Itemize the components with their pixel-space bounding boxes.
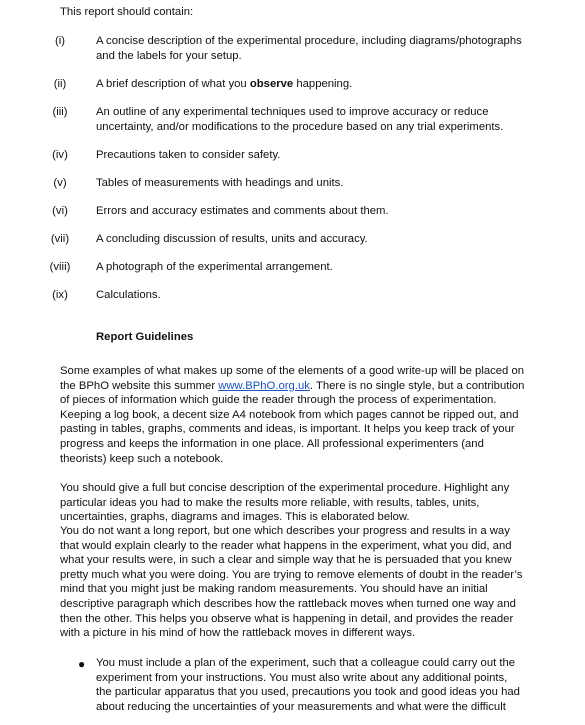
- item-number: (vii): [50, 233, 70, 245]
- item-text: Tables of measurements with headings and units.: [96, 177, 344, 189]
- item-number: (iii): [52, 106, 68, 118]
- item-number: (vi): [52, 205, 68, 217]
- bullet-item-text: You must include a plan of the experiment, such that a colleague could carry out the experiment from your instructions. You must also write about any additional points, the particular apparatus that you used, precautions you took and good ideas you had about reducing the uncertainties of your measurements and what were the difficult: [96, 657, 520, 713]
- item-text: Precautions taken to consider safety.: [96, 149, 281, 161]
- bullet-icon: ●: [78, 657, 86, 671]
- section-heading: Report Guidelines: [96, 331, 194, 343]
- paragraph: You do not want a long report, but one which describes your progress and results in a way that would explain clearly to the reader what happens in the experiment, what you did, and what your results were, in such a clear and simple way that he is persuaded that you knew pretty much what you were doing. You are trying to remove elements of doubt in the reader’s mind that you might just be making random measurements. You should have an initial descriptive paragraph which describes how the rattleback moves when turned one way and then the other. This helps you observe what is happening in detail, and provides the reader with a picture in his mind of how the rattleback moves in different ways.: [60, 525, 523, 640]
- emphasis-observe: observe: [249, 78, 294, 90]
- item-text: A concluding discussion of results, units and accuracy.: [96, 233, 368, 245]
- website-link[interactable]: www.BPhO.org.uk: [218, 379, 310, 392]
- item-number: (i): [54, 35, 66, 47]
- item-text: Errors and accuracy estimates and comments about them.: [96, 205, 389, 217]
- intro-text: This report should contain:: [60, 6, 194, 18]
- item-text: A brief description of what you observe happening.: [96, 78, 353, 90]
- item-text: A concise description of the experimental procedure, including diagrams/photographs and the labels for your setup.: [96, 35, 522, 62]
- item-text: A photograph of the experimental arrangement.: [96, 261, 333, 273]
- item-text: An outline of any experimental techniques used to improve accuracy or reduce uncertainty, and/or modifications to the procedure based on any trial experiments.: [96, 106, 504, 133]
- item-number: (viii): [49, 261, 71, 273]
- item-number: (iv): [52, 149, 68, 161]
- item-number: (ii): [53, 78, 67, 90]
- paragraph: You should give a full but concise description of the experimental procedure. Highlight any particular ideas you had to make the results more reliable, with results, tables, units, uncertainties, graphs, diagrams and images. This is elaborated below.: [60, 482, 510, 524]
- paragraph: Some examples of what makes up some of the elements of a good write-up will be placed on the BPhO website this summer www.BPhO.org.uk. There is no single style, but a contribution of pieces of information which guide the reader through the process of experimentation. Keeping a log book, a decent size A4 notebook from which pages cannot be ripped out, and pasting in tables, graphs, comments and ideas, is important. It helps you keep track of your progress and keeps the information in one place. All professional experimenters (and theorists) keep such a notebook.: [60, 365, 525, 465]
- item-number: (ix): [52, 289, 68, 301]
- item-text: Calculations.: [96, 289, 161, 301]
- item-number: (v): [53, 177, 67, 189]
